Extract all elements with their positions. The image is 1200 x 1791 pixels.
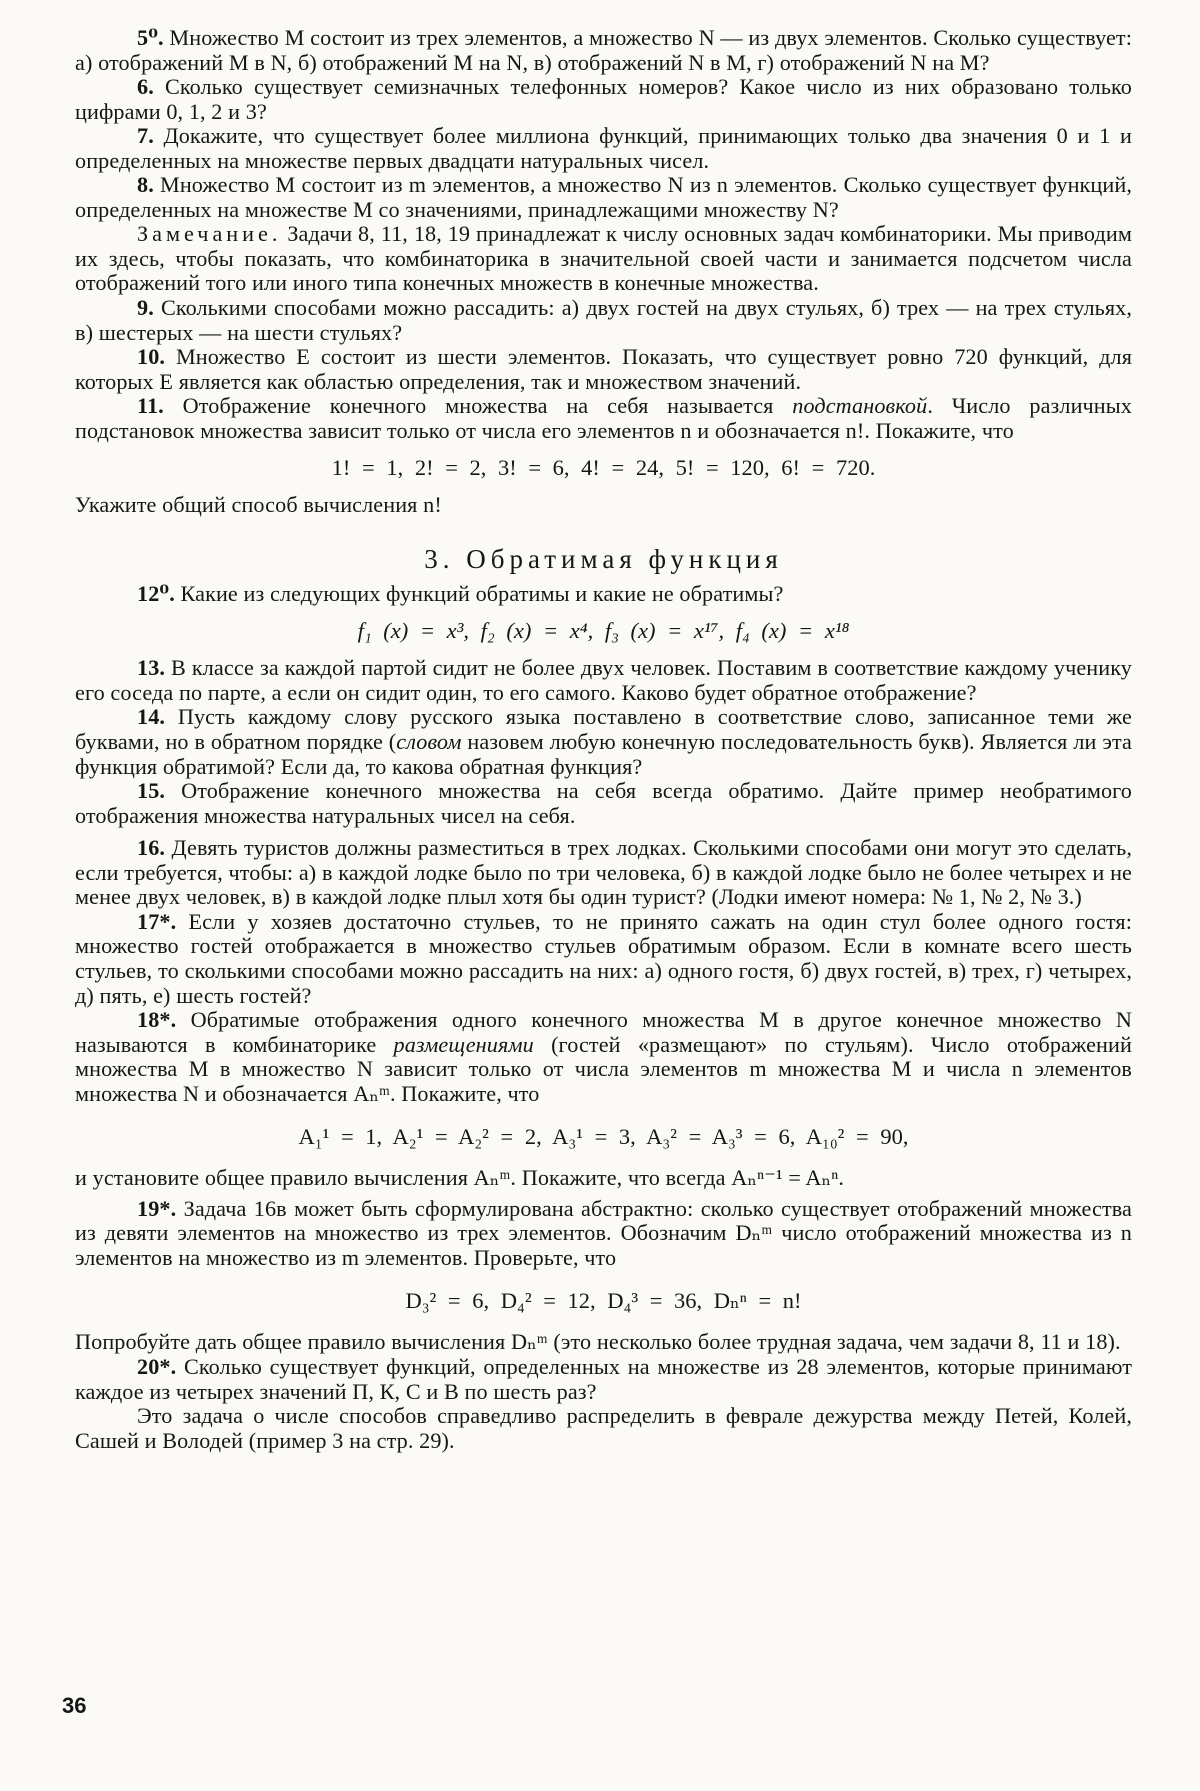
problem-text: Пусть каждому слову русского языка поставлено в соответствие слово, записанное теми же буквами, но в обратном порядке (	[75, 704, 1132, 755]
problem-13	[75, 656, 1132, 705]
problem-9	[75, 296, 1132, 345]
term-word: словом	[396, 729, 462, 755]
problem-number: 17*.	[137, 908, 177, 934]
problem-text: Задача 16в может быть сформулирована абстрактно: сколько существует отображений множества из девяти элементов на множество из трех элементов. Обозначим Dₙᵐ число отображений множества из n элементов на множество из m элементов. Проверьте, что	[75, 1195, 1132, 1270]
problem-number: 13.	[137, 655, 166, 681]
problem-14	[75, 705, 1132, 779]
page-number: 36	[62, 1693, 87, 1718]
problem-text-cont: (гостей «размещают» по стульям). Число отображений множества M в множество N зависит только от числа элементов m множества M и числа n элементов множества N и обозначается Aₙᵐ. Покажите, что	[75, 1031, 1132, 1106]
problem-number: 18*.	[137, 1007, 177, 1033]
functions-formula: f₁ (x) = x³, f₂ (x) = x⁴, f₃ (x) = x¹⁷, f₄ (x) = x¹⁸	[357, 618, 850, 644]
problem-19-followup: Попробуйте дать общее правило вычисления Dₙᵐ (это несколько более трудная задача, чем задачи 8, 11 и 18).	[75, 1329, 1121, 1355]
remark-text: Задачи 8, 11, 18, 19 принадлежат к числу основных задач комбинаторики. Мы приводим их здесь, чтобы показать, что комбинаторика в значительной своей части и занимается подсчетом числа отображений того или иного типа конечных множеств в конечные множества.	[75, 221, 1132, 296]
problem-text: Отображение конечного множества на себя называется	[182, 393, 774, 419]
term-substitution: подстановкой	[792, 393, 928, 419]
problem-text: Обратимые отображения одного конечного множества M в другое конечное множество N называются в комбинаторике	[75, 1007, 1132, 1057]
problem-text: Девять туристов должны разместиться в трех лодках. Сколькими способами они могут это сделать, если требуется, чтобы: а) в каждой лодке было по три человека, б) в каждой лодке было не более четырех и не менее двух человек, в) в каждой лодке плыл хотя бы один турист? (Лодки имеют номера: № 1, № 2, № 3.)	[75, 835, 1132, 910]
problem-text-cont: назовем любую конечную последовательность букв). Является ли эта функция обратимой? Если да, то какова обратная функция?	[75, 729, 1132, 779]
problem-number: 14.	[137, 704, 166, 730]
factorial-formula: 1! = 1, 2! = 2, 3! = 6, 4! = 24, 5! = 120, 6! = 720.	[331, 455, 876, 481]
remark-label: Замечание.	[137, 221, 282, 247]
problem-text: Сколькими способами можно рассадить: а) двух гостей на двух стульях, б) трех — на трех стульях, в) шестерых — на шести стульях?	[75, 295, 1132, 345]
problem-text-cont: . Число различных подстановок множества зависит только от числа его элементов n и обозначается n!. Покажите, что	[75, 393, 1132, 443]
problem-text: Докажите, что существует более миллиона функций, принимающих только два значения 0 и 1 и определенных на множестве первых двадцати натуральных чисел.	[75, 123, 1132, 173]
problem-6	[75, 75, 1132, 124]
problem-number: 11.	[137, 393, 164, 419]
section-title: 3. Обратимая функция	[424, 543, 783, 574]
problem-text: Отображение конечного множества на себя всегда обратимо. Дайте пример необратимого отображения множества натуральных чисел на себя.	[75, 778, 1132, 828]
problem-number: 19*.	[137, 1195, 177, 1221]
problem-20	[75, 1355, 1132, 1404]
problem-5	[75, 26, 1132, 75]
problem-text: В классе за каждой партой сидит не более двух человек. Поставим в соответствие каждому ученику его соседа по парте, а если он сидит один, то его самого. Каково будет обратное отображение?	[75, 655, 1132, 705]
problem-text: Множество M состоит из трех элементов, а множество N — из двух элементов. Сколько существует: а) отображений M в N, б) отображений M на N, в) отображений N в M, г) отображений N на M?	[75, 25, 1132, 75]
problem-text: Множество E состоит из шести элементов. Показать, что существует ровно 720 функций, для которых E является как областью определения, так и множеством значений.	[75, 344, 1132, 394]
problem-10	[75, 345, 1132, 394]
problem-11	[75, 394, 1132, 443]
problem-text: Какие из следующих функций обратимы и какие не обратимы?	[180, 580, 784, 606]
remark	[75, 222, 1132, 296]
problem-text: Если у хозяев достаточно стульев, то не принято сажать на один стул более одного гостя: множество гостей отображается в множество стульев обратимым образом. Если в комнате всего шесть стульев, то сколькими способами можно рассадить на них: а) одного гостя, б) двух гостей, в) трех, г) четырех, д) пять, е) шесть гостей?	[75, 908, 1132, 1008]
problem-text: Сколько существует функций, определенных на множестве из 28 элементов, которые принимают каждое из четырех значений П, К, С и В по шесть раз?	[75, 1353, 1133, 1404]
problem-number: 15.	[137, 778, 166, 804]
problem-number: 16.	[137, 835, 166, 861]
problem-number: 8.	[137, 172, 154, 198]
term-arrangements: размещениями	[393, 1031, 534, 1057]
problem-number: 20*.	[137, 1353, 177, 1379]
problem-8	[75, 173, 1132, 222]
problem-20-note: Это задача о числе способов справедливо распределить в феврале дежурства между Петей, Колей, Сашей и Володей (пример 3 на стр. 29).	[75, 1403, 1132, 1453]
problem-18	[75, 1008, 1132, 1106]
problem-number: 12⁰.	[137, 580, 175, 606]
problem-7	[75, 124, 1132, 173]
problem-19	[75, 1197, 1132, 1271]
problem-number: 6.	[137, 74, 154, 100]
problem-number: 10.	[137, 344, 166, 370]
surjections-formula: D₃² = 6, D₄² = 12, D₄³ = 36, Dₙⁿ = n!	[405, 1288, 802, 1314]
problem-number: 7.	[137, 123, 154, 149]
problem-12	[75, 582, 1132, 607]
problem-text: Сколько существует семизначных телефонных номеров? Какое число из них образовано только цифрами 0, 1, 2 и 3?	[75, 74, 1132, 124]
problem-15	[75, 779, 1132, 828]
problem-number: 5⁰.	[137, 25, 164, 50]
problem-16	[75, 836, 1132, 910]
problem-text: Множество M состоит из m элементов, а множество N из n элементов. Сколько существует функций, определенных на множестве M со значениями, принадлежащими множеству N?	[75, 172, 1133, 222]
arrangements-formula: A₁¹ = 1, A₂¹ = A₂² = 2, A₃¹ = 3, A₃² = A₃³ = 6, A₁₀² = 90,	[298, 1124, 909, 1150]
problem-18-followup: и установите общее правило вычисления Aₙᵐ. Покажите, что всегда Aₙⁿ⁻¹ = Aₙⁿ.	[75, 1165, 844, 1191]
problem-17	[75, 910, 1132, 1008]
problem-11-followup: Укажите общий способ вычисления n!	[75, 492, 442, 518]
problem-number: 9.	[137, 295, 154, 321]
